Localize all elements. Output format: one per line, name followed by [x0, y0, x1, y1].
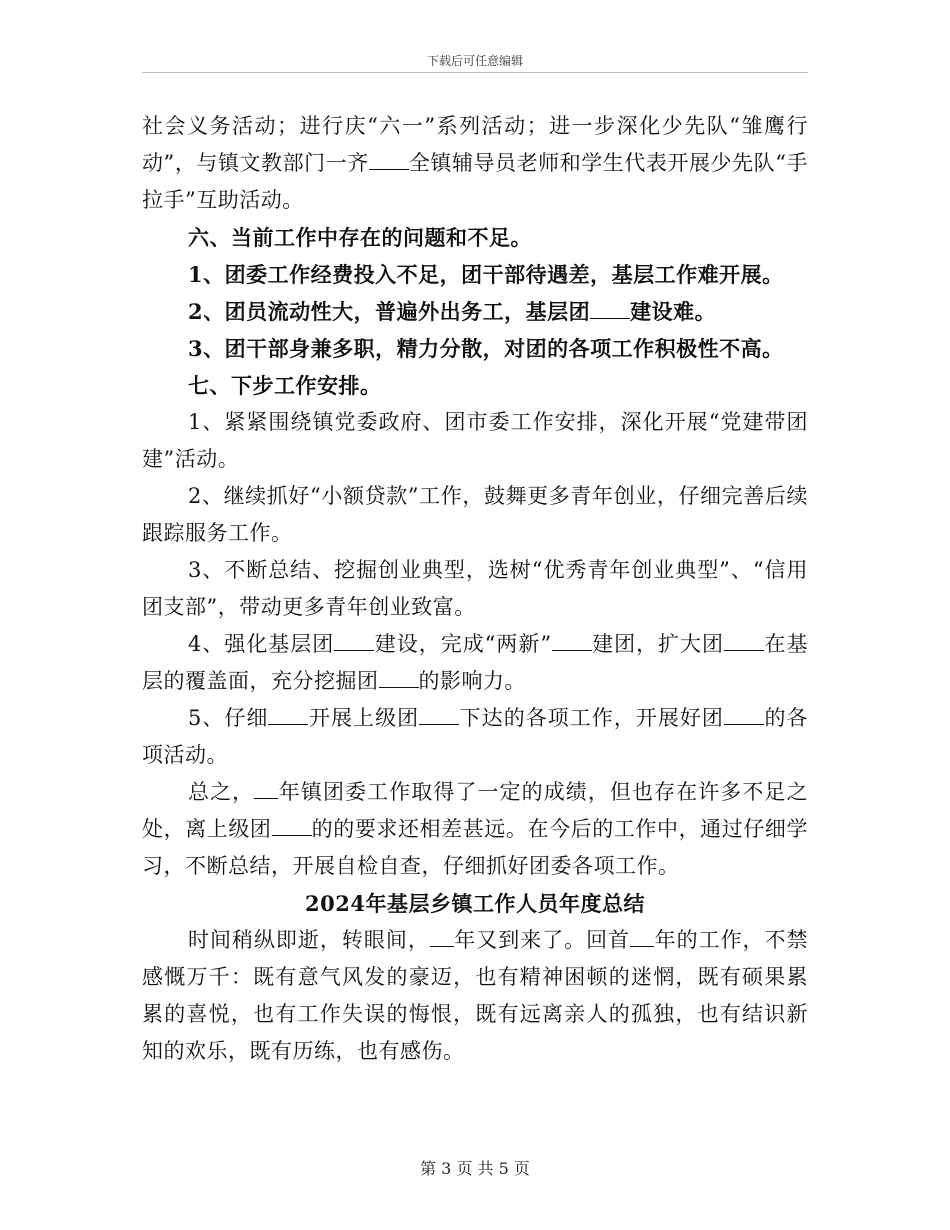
text-run: 4、强化基层团 — [188, 632, 335, 656]
document-title: 2024年基层乡镇工作人员年度总结 — [305, 891, 645, 916]
plan-item-4 — [142, 626, 808, 700]
intro-paragraph — [142, 922, 808, 1070]
plan-item-2: 2、继续抓好“小额贷款”工作，鼓舞更多青年创业，仔细完善后续跟踪服务工作。 — [142, 484, 808, 545]
problem-item-2 — [142, 293, 808, 330]
fill-blank — [724, 632, 764, 651]
text-run: 的各项活动。 — [142, 706, 809, 767]
text-run: 的影响力。 — [418, 669, 526, 693]
text-run: 5、仔细 — [188, 706, 269, 730]
page-footer: 第 3 页 共 5 页 — [420, 1159, 530, 1178]
text-run: 在基层的覆盖面，充分挖掘团 — [142, 632, 808, 693]
fill-blank — [590, 300, 630, 319]
plan-item-5 — [142, 700, 808, 774]
plan-item-3: 3、不断总结、挖掘创业典型，选树“优秀青年创业典型”、“信用团支部”，带动更多青年创业致富。 — [142, 558, 808, 619]
text-run: 2、团员流动性大，普遍外出务工，基层团 — [188, 299, 591, 324]
document-body — [142, 108, 808, 1070]
text-run: 开展上级团 — [308, 706, 420, 730]
fill-blank — [630, 928, 654, 947]
fill-blank — [430, 928, 454, 947]
fill-blank — [552, 632, 592, 651]
problem-item-3: 3、团干部身兼多职，精力分散，对团的各项工作积极性不高。 — [188, 336, 784, 361]
fill-blank — [272, 817, 312, 836]
problem-item-1: 1、团委工作经费投入不足，团干部待遇差，基层工作难开展。 — [188, 262, 784, 287]
text-run: 年又到来了。回首 — [453, 928, 631, 952]
fill-blank — [379, 669, 419, 688]
text-run: 总之， — [188, 780, 255, 804]
text-run: 建设难。 — [630, 299, 717, 324]
text-run: 建团，扩大团 — [591, 632, 725, 656]
text-run: 全镇辅导员老师和学生代表开展少先队“手拉手”互助活动。 — [142, 151, 808, 212]
text-run: 年的工作，不禁感慨万千：既有意气风发的豪迈，也有精神困顿的迷惘，既有硕果累累的喜悦，也有工作失误的悔恨，既有远离亲人的孤独，也有结识新知的欢乐，既有历练，也有感伤。 — [142, 928, 809, 1063]
fill-blank — [334, 632, 374, 651]
plan-item-1: 1、紧紧围绕镇党委政府、团市委工作安排，深化开展“党建带团建”活动。 — [142, 410, 808, 471]
text-run: 下达的各项工作，开展好团 — [459, 706, 724, 730]
header-rule — [142, 72, 808, 73]
text-run: 社会义务活动；进行庆“六一”系列活动；进一步深化少先队“雏鹰行动”，与镇文教部门一齐 — [142, 114, 808, 175]
fill-blank — [254, 780, 278, 799]
text-run: 建设，完成“两新” — [374, 632, 552, 656]
fill-blank — [724, 706, 764, 725]
fill-blank — [419, 706, 459, 725]
paragraph-activities — [142, 108, 808, 219]
page-header: 下载后可任意编辑 — [426, 54, 523, 68]
text-run: 的的要求还相差甚远。在今后的工作中，通过仔细学习，不断总结，开展自检自查，仔细抓好团委各项工作。 — [142, 817, 809, 878]
section-heading-7: 七、下步工作安排。 — [188, 373, 382, 398]
section-heading-6: 六、当前工作中存在的问题和不足。 — [188, 225, 532, 250]
text-run: 时间稍纵即逝，转眼间， — [188, 928, 430, 952]
text-run: 年镇团委工作取得了一定的成绩，但也存在许多不足之处，离上级团 — [142, 780, 809, 841]
fill-blank — [369, 151, 409, 170]
fill-blank — [268, 706, 308, 725]
summary-paragraph — [142, 774, 808, 885]
